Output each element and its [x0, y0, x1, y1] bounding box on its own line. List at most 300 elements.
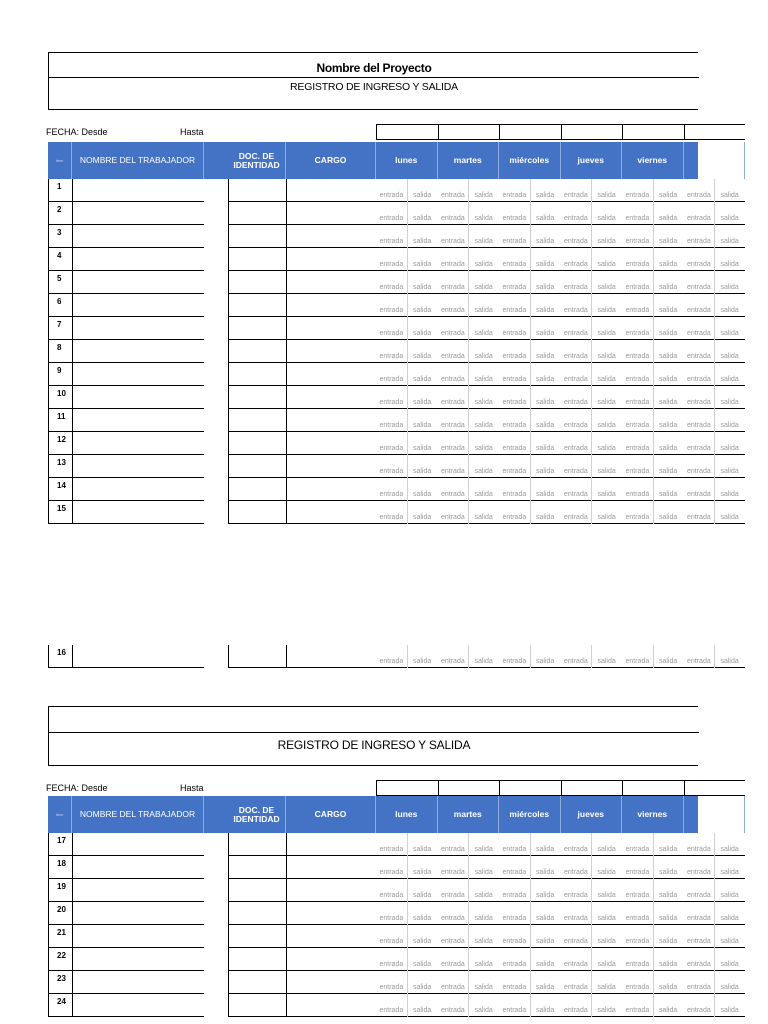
salida-slot[interactable]: salida	[535, 938, 555, 945]
salida-slot[interactable]: salida	[474, 284, 493, 291]
salida-slot[interactable]: salida	[412, 307, 432, 314]
worker-name-cell[interactable]	[72, 879, 204, 902]
salida-slot[interactable]: salida	[474, 915, 493, 922]
salida-slot[interactable]: salida	[597, 261, 616, 268]
entrada-slot[interactable]: entrada	[502, 1007, 527, 1014]
salida-slot[interactable]: salida	[412, 376, 432, 383]
entrada-slot[interactable]: entrada	[441, 869, 465, 876]
entrada-slot[interactable]: entrada	[564, 1007, 588, 1014]
salida-slot[interactable]: salida	[535, 376, 555, 383]
salida-slot[interactable]: salida	[474, 514, 493, 521]
salida-slot[interactable]: salida	[597, 353, 616, 360]
entrada-slot[interactable]: entrada	[441, 445, 465, 452]
salida-slot[interactable]: salida	[597, 1007, 616, 1014]
cargo-cell[interactable]	[286, 340, 376, 363]
worker-name-cell[interactable]	[72, 294, 204, 317]
day-date-box[interactable]	[622, 780, 684, 796]
worker-name-cell[interactable]	[72, 994, 204, 1017]
salida-slot[interactable]: salida	[658, 238, 678, 245]
salida-slot[interactable]: salida	[474, 238, 493, 245]
salida-slot[interactable]: salida	[412, 422, 432, 429]
salida-slot[interactable]: salida	[658, 261, 678, 268]
entrada-slot[interactable]: entrada	[502, 376, 527, 383]
entrada-slot[interactable]: entrada	[687, 468, 711, 475]
entrada-slot[interactable]: entrada	[687, 422, 711, 429]
entrada-slot[interactable]: entrada	[441, 938, 465, 945]
entrada-slot[interactable]: entrada	[625, 938, 650, 945]
salida-slot[interactable]: salida	[474, 422, 493, 429]
salida-slot[interactable]: salida	[658, 846, 678, 853]
salida-slot[interactable]: salida	[412, 399, 432, 406]
salida-slot[interactable]: salida	[474, 192, 493, 199]
worker-name-cell[interactable]	[72, 833, 204, 856]
entrada-slot[interactable]: entrada	[379, 238, 404, 245]
salida-slot[interactable]: salida	[597, 915, 616, 922]
salida-slot[interactable]: salida	[535, 284, 555, 291]
entrada-slot[interactable]: entrada	[502, 514, 527, 521]
salida-slot[interactable]: salida	[412, 445, 432, 452]
salida-slot[interactable]: salida	[535, 658, 555, 665]
salida-slot[interactable]: salida	[720, 1007, 739, 1014]
entrada-slot[interactable]: entrada	[564, 307, 588, 314]
entrada-slot[interactable]: entrada	[625, 869, 650, 876]
entrada-slot[interactable]: entrada	[625, 984, 650, 991]
worker-name-cell[interactable]	[72, 340, 204, 363]
entrada-slot[interactable]: entrada	[441, 238, 465, 245]
entrada-slot[interactable]: entrada	[441, 422, 465, 429]
entrada-slot[interactable]: entrada	[564, 961, 588, 968]
cargo-cell[interactable]	[286, 202, 376, 225]
entrada-slot[interactable]: entrada	[379, 399, 404, 406]
day-date-box[interactable]	[438, 124, 500, 140]
cargo-cell[interactable]	[286, 271, 376, 294]
entrada-slot[interactable]: entrada	[441, 192, 465, 199]
salida-slot[interactable]: salida	[720, 192, 739, 199]
salida-slot[interactable]: salida	[412, 869, 432, 876]
salida-slot[interactable]: salida	[412, 1007, 432, 1014]
entrada-slot[interactable]: entrada	[379, 491, 404, 498]
salida-slot[interactable]: salida	[535, 238, 555, 245]
entrada-slot[interactable]: entrada	[625, 892, 650, 899]
entrada-slot[interactable]: entrada	[502, 330, 527, 337]
entrada-slot[interactable]: entrada	[625, 376, 650, 383]
salida-slot[interactable]: salida	[597, 984, 616, 991]
salida-slot[interactable]: salida	[474, 215, 493, 222]
salida-slot[interactable]: salida	[597, 869, 616, 876]
day-date-box[interactable]	[376, 124, 438, 140]
entrada-slot[interactable]: entrada	[687, 284, 711, 291]
salida-slot[interactable]: salida	[474, 846, 493, 853]
entrada-slot[interactable]: entrada	[379, 215, 404, 222]
salida-slot[interactable]: salida	[720, 491, 739, 498]
salida-slot[interactable]: salida	[658, 353, 678, 360]
entrada-slot[interactable]: entrada	[687, 399, 711, 406]
salida-slot[interactable]: salida	[535, 445, 555, 452]
entrada-slot[interactable]: entrada	[441, 658, 465, 665]
cargo-cell[interactable]	[286, 432, 376, 455]
salida-slot[interactable]: salida	[535, 307, 555, 314]
cargo-cell[interactable]	[286, 902, 376, 925]
salida-slot[interactable]: salida	[720, 658, 739, 665]
cargo-cell[interactable]	[286, 501, 376, 524]
entrada-slot[interactable]: entrada	[625, 330, 650, 337]
salida-slot[interactable]: salida	[597, 938, 616, 945]
salida-slot[interactable]: salida	[658, 445, 678, 452]
entrada-slot[interactable]: entrada	[502, 915, 527, 922]
salida-slot[interactable]: salida	[474, 330, 493, 337]
salida-slot[interactable]: salida	[474, 1007, 493, 1014]
salida-slot[interactable]: salida	[474, 261, 493, 268]
entrada-slot[interactable]: entrada	[625, 658, 650, 665]
entrada-slot[interactable]: entrada	[625, 514, 650, 521]
entrada-slot[interactable]: entrada	[564, 353, 588, 360]
salida-slot[interactable]: salida	[658, 192, 678, 199]
entrada-slot[interactable]: entrada	[379, 915, 404, 922]
entrada-slot[interactable]: entrada	[441, 468, 465, 475]
cargo-cell[interactable]	[286, 294, 376, 317]
entrada-slot[interactable]: entrada	[687, 938, 711, 945]
day-date-box[interactable]	[561, 780, 623, 796]
worker-name-cell[interactable]	[72, 432, 204, 455]
salida-slot[interactable]: salida	[412, 892, 432, 899]
worker-name-cell[interactable]	[72, 455, 204, 478]
doc-identidad-cell[interactable]	[228, 501, 286, 524]
salida-slot[interactable]: salida	[474, 658, 493, 665]
salida-slot[interactable]: salida	[720, 938, 739, 945]
day-date-box[interactable]	[499, 124, 561, 140]
salida-slot[interactable]: salida	[720, 846, 739, 853]
entrada-slot[interactable]: entrada	[502, 422, 527, 429]
entrada-slot[interactable]: entrada	[687, 330, 711, 337]
entrada-slot[interactable]: entrada	[502, 284, 527, 291]
salida-slot[interactable]: salida	[720, 915, 739, 922]
entrada-slot[interactable]: entrada	[441, 514, 465, 521]
doc-identidad-cell[interactable]	[228, 409, 286, 432]
worker-name-cell[interactable]	[72, 501, 204, 524]
worker-name-cell[interactable]	[72, 248, 204, 271]
entrada-slot[interactable]: entrada	[379, 468, 404, 475]
salida-slot[interactable]: salida	[658, 376, 678, 383]
cargo-cell[interactable]	[286, 856, 376, 879]
entrada-slot[interactable]: entrada	[625, 399, 650, 406]
salida-slot[interactable]: salida	[535, 491, 555, 498]
entrada-slot[interactable]: entrada	[502, 399, 527, 406]
entrada-slot[interactable]: entrada	[379, 846, 404, 853]
entrada-slot[interactable]: entrada	[502, 261, 527, 268]
entrada-slot[interactable]: entrada	[687, 658, 711, 665]
salida-slot[interactable]: salida	[412, 846, 432, 853]
salida-slot[interactable]: salida	[412, 330, 432, 337]
entrada-slot[interactable]: entrada	[625, 445, 650, 452]
entrada-slot[interactable]: entrada	[502, 869, 527, 876]
doc-identidad-cell[interactable]	[228, 948, 286, 971]
salida-slot[interactable]: salida	[597, 961, 616, 968]
entrada-slot[interactable]: entrada	[564, 984, 588, 991]
salida-slot[interactable]: salida	[412, 491, 432, 498]
salida-slot[interactable]: salida	[412, 215, 432, 222]
entrada-slot[interactable]: entrada	[564, 869, 588, 876]
cargo-cell[interactable]	[286, 409, 376, 432]
entrada-slot[interactable]: entrada	[625, 961, 650, 968]
entrada-slot[interactable]: entrada	[379, 892, 404, 899]
entrada-slot[interactable]: entrada	[502, 445, 527, 452]
salida-slot[interactable]: salida	[658, 514, 678, 521]
entrada-slot[interactable]: entrada	[564, 284, 588, 291]
salida-slot[interactable]: salida	[412, 468, 432, 475]
doc-identidad-cell[interactable]	[228, 294, 286, 317]
entrada-slot[interactable]: entrada	[441, 846, 465, 853]
entrada-slot[interactable]: entrada	[502, 491, 527, 498]
worker-name-cell[interactable]	[72, 271, 204, 294]
salida-slot[interactable]: salida	[474, 491, 493, 498]
entrada-slot[interactable]: entrada	[441, 961, 465, 968]
salida-slot[interactable]: salida	[658, 915, 678, 922]
entrada-slot[interactable]: entrada	[379, 192, 404, 199]
doc-identidad-cell[interactable]	[228, 879, 286, 902]
doc-identidad-cell[interactable]	[228, 478, 286, 501]
salida-slot[interactable]: salida	[720, 961, 739, 968]
salida-slot[interactable]: salida	[720, 422, 739, 429]
cargo-cell[interactable]	[286, 248, 376, 271]
salida-slot[interactable]: salida	[535, 399, 555, 406]
entrada-slot[interactable]: entrada	[564, 514, 588, 521]
salida-slot[interactable]: salida	[535, 353, 555, 360]
worker-name-cell[interactable]	[72, 317, 204, 340]
day-date-box[interactable]	[499, 780, 561, 796]
salida-slot[interactable]: salida	[658, 1007, 678, 1014]
salida-slot[interactable]: salida	[720, 445, 739, 452]
doc-identidad-cell[interactable]	[228, 386, 286, 409]
cargo-cell[interactable]	[286, 879, 376, 902]
entrada-slot[interactable]: entrada	[625, 284, 650, 291]
entrada-slot[interactable]: entrada	[379, 1007, 404, 1014]
worker-name-cell[interactable]	[72, 363, 204, 386]
entrada-slot[interactable]: entrada	[625, 238, 650, 245]
entrada-slot[interactable]: entrada	[564, 192, 588, 199]
entrada-slot[interactable]: entrada	[379, 353, 404, 360]
salida-slot[interactable]: salida	[474, 353, 493, 360]
salida-slot[interactable]: salida	[412, 514, 432, 521]
entrada-slot[interactable]: entrada	[441, 330, 465, 337]
cargo-cell[interactable]	[286, 455, 376, 478]
entrada-slot[interactable]: entrada	[625, 468, 650, 475]
salida-slot[interactable]: salida	[597, 238, 616, 245]
salida-slot[interactable]: salida	[597, 376, 616, 383]
salida-slot[interactable]: salida	[412, 658, 432, 665]
day-date-box[interactable]	[438, 780, 500, 796]
salida-slot[interactable]: salida	[535, 468, 555, 475]
entrada-slot[interactable]: entrada	[687, 215, 711, 222]
salida-slot[interactable]: salida	[658, 491, 678, 498]
salida-slot[interactable]: salida	[720, 284, 739, 291]
entrada-slot[interactable]: entrada	[625, 307, 650, 314]
salida-slot[interactable]: salida	[720, 330, 739, 337]
salida-slot[interactable]: salida	[658, 330, 678, 337]
cargo-cell[interactable]	[286, 225, 376, 248]
salida-slot[interactable]: salida	[474, 984, 493, 991]
entrada-slot[interactable]: entrada	[441, 399, 465, 406]
entrada-slot[interactable]: entrada	[687, 192, 711, 199]
entrada-slot[interactable]: entrada	[441, 353, 465, 360]
entrada-slot[interactable]: entrada	[379, 284, 404, 291]
entrada-slot[interactable]: entrada	[687, 261, 711, 268]
doc-identidad-cell[interactable]	[228, 833, 286, 856]
salida-slot[interactable]: salida	[535, 869, 555, 876]
entrada-slot[interactable]: entrada	[502, 307, 527, 314]
cargo-cell[interactable]	[286, 386, 376, 409]
entrada-slot[interactable]: entrada	[687, 514, 711, 521]
salida-slot[interactable]: salida	[658, 938, 678, 945]
salida-slot[interactable]: salida	[658, 961, 678, 968]
salida-slot[interactable]: salida	[658, 869, 678, 876]
entrada-slot[interactable]: entrada	[502, 468, 527, 475]
salida-slot[interactable]: salida	[412, 353, 432, 360]
day-date-box[interactable]	[622, 124, 684, 140]
cargo-cell[interactable]	[286, 833, 376, 856]
salida-slot[interactable]: salida	[535, 192, 555, 199]
salida-slot[interactable]: salida	[597, 846, 616, 853]
entrada-slot[interactable]: entrada	[379, 261, 404, 268]
entrada-slot[interactable]: entrada	[441, 984, 465, 991]
entrada-slot[interactable]: entrada	[441, 915, 465, 922]
salida-slot[interactable]: salida	[720, 468, 739, 475]
doc-identidad-cell[interactable]	[228, 645, 286, 668]
day-date-box[interactable]	[684, 780, 746, 796]
cargo-cell[interactable]	[286, 645, 376, 668]
salida-slot[interactable]: salida	[658, 215, 678, 222]
entrada-slot[interactable]: entrada	[564, 468, 588, 475]
salida-slot[interactable]: salida	[597, 284, 616, 291]
salida-slot[interactable]: salida	[412, 961, 432, 968]
salida-slot[interactable]: salida	[658, 892, 678, 899]
cargo-cell[interactable]	[286, 994, 376, 1017]
worker-name-cell[interactable]	[72, 386, 204, 409]
salida-slot[interactable]: salida	[412, 284, 432, 291]
salida-slot[interactable]: salida	[535, 892, 555, 899]
salida-slot[interactable]: salida	[474, 445, 493, 452]
salida-slot[interactable]: salida	[474, 869, 493, 876]
entrada-slot[interactable]: entrada	[564, 261, 588, 268]
entrada-slot[interactable]: entrada	[502, 961, 527, 968]
entrada-slot[interactable]: entrada	[502, 984, 527, 991]
salida-slot[interactable]: salida	[535, 514, 555, 521]
entrada-slot[interactable]: entrada	[379, 376, 404, 383]
entrada-slot[interactable]: entrada	[379, 445, 404, 452]
entrada-slot[interactable]: entrada	[564, 422, 588, 429]
entrada-slot[interactable]: entrada	[441, 892, 465, 899]
worker-name-cell[interactable]	[72, 478, 204, 501]
entrada-slot[interactable]: entrada	[625, 215, 650, 222]
entrada-slot[interactable]: entrada	[687, 846, 711, 853]
salida-slot[interactable]: salida	[597, 658, 616, 665]
salida-slot[interactable]: salida	[658, 658, 678, 665]
salida-slot[interactable]: salida	[720, 238, 739, 245]
entrada-slot[interactable]: entrada	[441, 261, 465, 268]
entrada-slot[interactable]: entrada	[687, 353, 711, 360]
entrada-slot[interactable]: entrada	[687, 869, 711, 876]
salida-slot[interactable]: salida	[412, 261, 432, 268]
entrada-slot[interactable]: entrada	[687, 961, 711, 968]
salida-slot[interactable]: salida	[597, 514, 616, 521]
salida-slot[interactable]: salida	[535, 984, 555, 991]
entrada-slot[interactable]: entrada	[564, 915, 588, 922]
entrada-slot[interactable]: entrada	[379, 869, 404, 876]
entrada-slot[interactable]: entrada	[379, 658, 404, 665]
entrada-slot[interactable]: entrada	[564, 892, 588, 899]
salida-slot[interactable]: salida	[658, 422, 678, 429]
entrada-slot[interactable]: entrada	[625, 491, 650, 498]
entrada-slot[interactable]: entrada	[564, 215, 588, 222]
salida-slot[interactable]: salida	[412, 192, 432, 199]
entrada-slot[interactable]: entrada	[564, 938, 588, 945]
salida-slot[interactable]: salida	[474, 468, 493, 475]
salida-slot[interactable]: salida	[658, 307, 678, 314]
entrada-slot[interactable]: entrada	[502, 238, 527, 245]
worker-name-cell[interactable]	[72, 179, 204, 202]
salida-slot[interactable]: salida	[597, 215, 616, 222]
salida-slot[interactable]: salida	[535, 422, 555, 429]
salida-slot[interactable]: salida	[412, 915, 432, 922]
entrada-slot[interactable]: entrada	[564, 491, 588, 498]
entrada-slot[interactable]: entrada	[379, 307, 404, 314]
entrada-slot[interactable]: entrada	[625, 261, 650, 268]
entrada-slot[interactable]: entrada	[441, 215, 465, 222]
salida-slot[interactable]: salida	[474, 961, 493, 968]
salida-slot[interactable]: salida	[597, 468, 616, 475]
entrada-slot[interactable]: entrada	[687, 984, 711, 991]
entrada-slot[interactable]: entrada	[687, 238, 711, 245]
salida-slot[interactable]: salida	[720, 353, 739, 360]
entrada-slot[interactable]: entrada	[379, 422, 404, 429]
salida-slot[interactable]: salida	[535, 846, 555, 853]
salida-slot[interactable]: salida	[720, 215, 739, 222]
doc-identidad-cell[interactable]	[228, 271, 286, 294]
worker-name-cell[interactable]	[72, 202, 204, 225]
salida-slot[interactable]: salida	[474, 938, 493, 945]
salida-slot[interactable]: salida	[720, 984, 739, 991]
entrada-slot[interactable]: entrada	[564, 399, 588, 406]
doc-identidad-cell[interactable]	[228, 455, 286, 478]
doc-identidad-cell[interactable]	[228, 902, 286, 925]
doc-identidad-cell[interactable]	[228, 856, 286, 879]
salida-slot[interactable]: salida	[597, 445, 616, 452]
day-date-box[interactable]	[684, 124, 746, 140]
entrada-slot[interactable]: entrada	[379, 330, 404, 337]
entrada-slot[interactable]: entrada	[625, 846, 650, 853]
worker-name-cell[interactable]	[72, 409, 204, 432]
entrada-slot[interactable]: entrada	[687, 491, 711, 498]
worker-name-cell[interactable]	[72, 856, 204, 879]
entrada-slot[interactable]: entrada	[564, 445, 588, 452]
salida-slot[interactable]: salida	[720, 892, 739, 899]
salida-slot[interactable]: salida	[597, 192, 616, 199]
salida-slot[interactable]: salida	[597, 307, 616, 314]
worker-name-cell[interactable]	[72, 645, 204, 668]
doc-identidad-cell[interactable]	[228, 202, 286, 225]
salida-slot[interactable]: salida	[535, 215, 555, 222]
entrada-slot[interactable]: entrada	[502, 658, 527, 665]
cargo-cell[interactable]	[286, 478, 376, 501]
salida-slot[interactable]: salida	[474, 892, 493, 899]
cargo-cell[interactable]	[286, 971, 376, 994]
entrada-slot[interactable]: entrada	[502, 215, 527, 222]
entrada-slot[interactable]: entrada	[687, 915, 711, 922]
entrada-slot[interactable]: entrada	[441, 307, 465, 314]
salida-slot[interactable]: salida	[412, 938, 432, 945]
entrada-slot[interactable]: entrada	[379, 514, 404, 521]
doc-identidad-cell[interactable]	[228, 432, 286, 455]
entrada-slot[interactable]: entrada	[625, 353, 650, 360]
